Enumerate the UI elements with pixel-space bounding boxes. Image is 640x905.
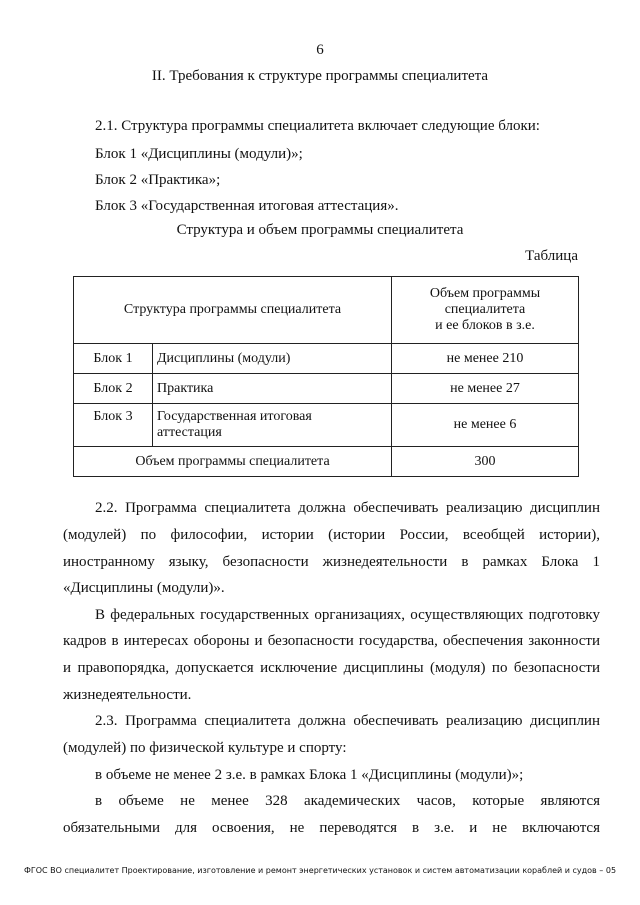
block-name-cell <box>153 404 392 447</box>
header-volume-line: специалитета <box>444 302 526 317</box>
federal-paragraph-line: и правопорядка, допускается исключение дисциплины (модуля) по безопасности <box>63 660 600 676</box>
block-cell: Блок 2 <box>74 374 153 404</box>
header-volume-line: и ее блоков в з.е. <box>435 318 535 333</box>
header-structure: Структура программы специалитета <box>74 277 392 344</box>
federal-paragraph-line: В федеральных государственных организациях, осуществляющих подготовку <box>95 607 600 623</box>
block-name-cell: Практика <box>153 374 392 404</box>
total-label-cell: Объем программы специалитета <box>74 447 392 477</box>
table-header-row <box>74 277 579 344</box>
clause-2-2-line: иностранному языку, безопасности жизнедеятельности в рамках Блока 1 <box>63 554 600 570</box>
header-volume-line: Объем программы <box>429 286 541 301</box>
table-total-row <box>74 447 579 477</box>
table-row <box>74 374 579 404</box>
page-footer: ФГОС ВО специалитет Проектирование, изготовление и ремонт энергетических установок и систем автоматизации кораблей и судов – 05 <box>23 866 617 875</box>
table-row <box>74 404 579 447</box>
clause-2-2-line: «Дисциплины (модули)». <box>63 580 225 596</box>
block-name-line: аттестация <box>157 425 222 440</box>
federal-paragraph-line: жизнедеятельности. <box>63 687 192 703</box>
volume-cell: не менее 6 <box>392 404 579 447</box>
block-3-item: Блок 3 «Государственная итоговая аттестация». <box>95 198 399 214</box>
table-caption: Структура и объем программы специалитета <box>176 222 464 238</box>
block-cell: Блок 3 <box>74 404 153 447</box>
clause-2-3-line: (модулей) по физической культуре и спорту: <box>63 740 347 756</box>
total-value-cell: 300 <box>392 447 579 477</box>
block-name-line: Государственная итоговая <box>157 409 312 424</box>
structure-table <box>73 276 579 477</box>
table-row <box>74 344 579 374</box>
clause-2-3-line: в объеме не менее 2 з.е. в рамках Блока 1 «Дисциплины (модули)»; <box>95 767 524 783</box>
section-title: II. Требования к структуре программы специалитета <box>151 68 489 84</box>
clause-2-1: 2.1. Структура программы специалитета включает следующие блоки: <box>95 118 540 134</box>
header-volume <box>392 277 579 344</box>
block-name-cell: Дисциплины (модули) <box>153 344 392 374</box>
block-2-item: Блок 2 «Практика»; <box>95 172 221 188</box>
clause-2-2-line: 2.2. Программа специалитета должна обеспечивать реализацию дисциплин <box>95 500 600 516</box>
clause-2-2-line: (модулей) по философии, истории (истории России, всеобщей истории), <box>63 527 600 543</box>
clause-2-3-line: 2.3. Программа специалитета должна обеспечивать реализацию дисциплин <box>95 713 600 729</box>
volume-cell: не менее 210 <box>392 344 579 374</box>
clause-2-3-line: обязательными для освоения, не переводятся в з.е. и не включаются <box>63 820 600 836</box>
page-number: 6 <box>316 42 324 58</box>
federal-paragraph-line: кадров в интересах обороны и безопасности государства, обеспечения законности <box>63 633 600 649</box>
clause-2-3-line: в объеме не менее 328 академических часов, которые являются <box>95 793 600 809</box>
block-cell: Блок 1 <box>74 344 153 374</box>
block-1-item: Блок 1 «Дисциплины (модули)»; <box>95 146 303 162</box>
table-label: Таблица <box>525 248 578 264</box>
volume-cell: не менее 27 <box>392 374 579 404</box>
